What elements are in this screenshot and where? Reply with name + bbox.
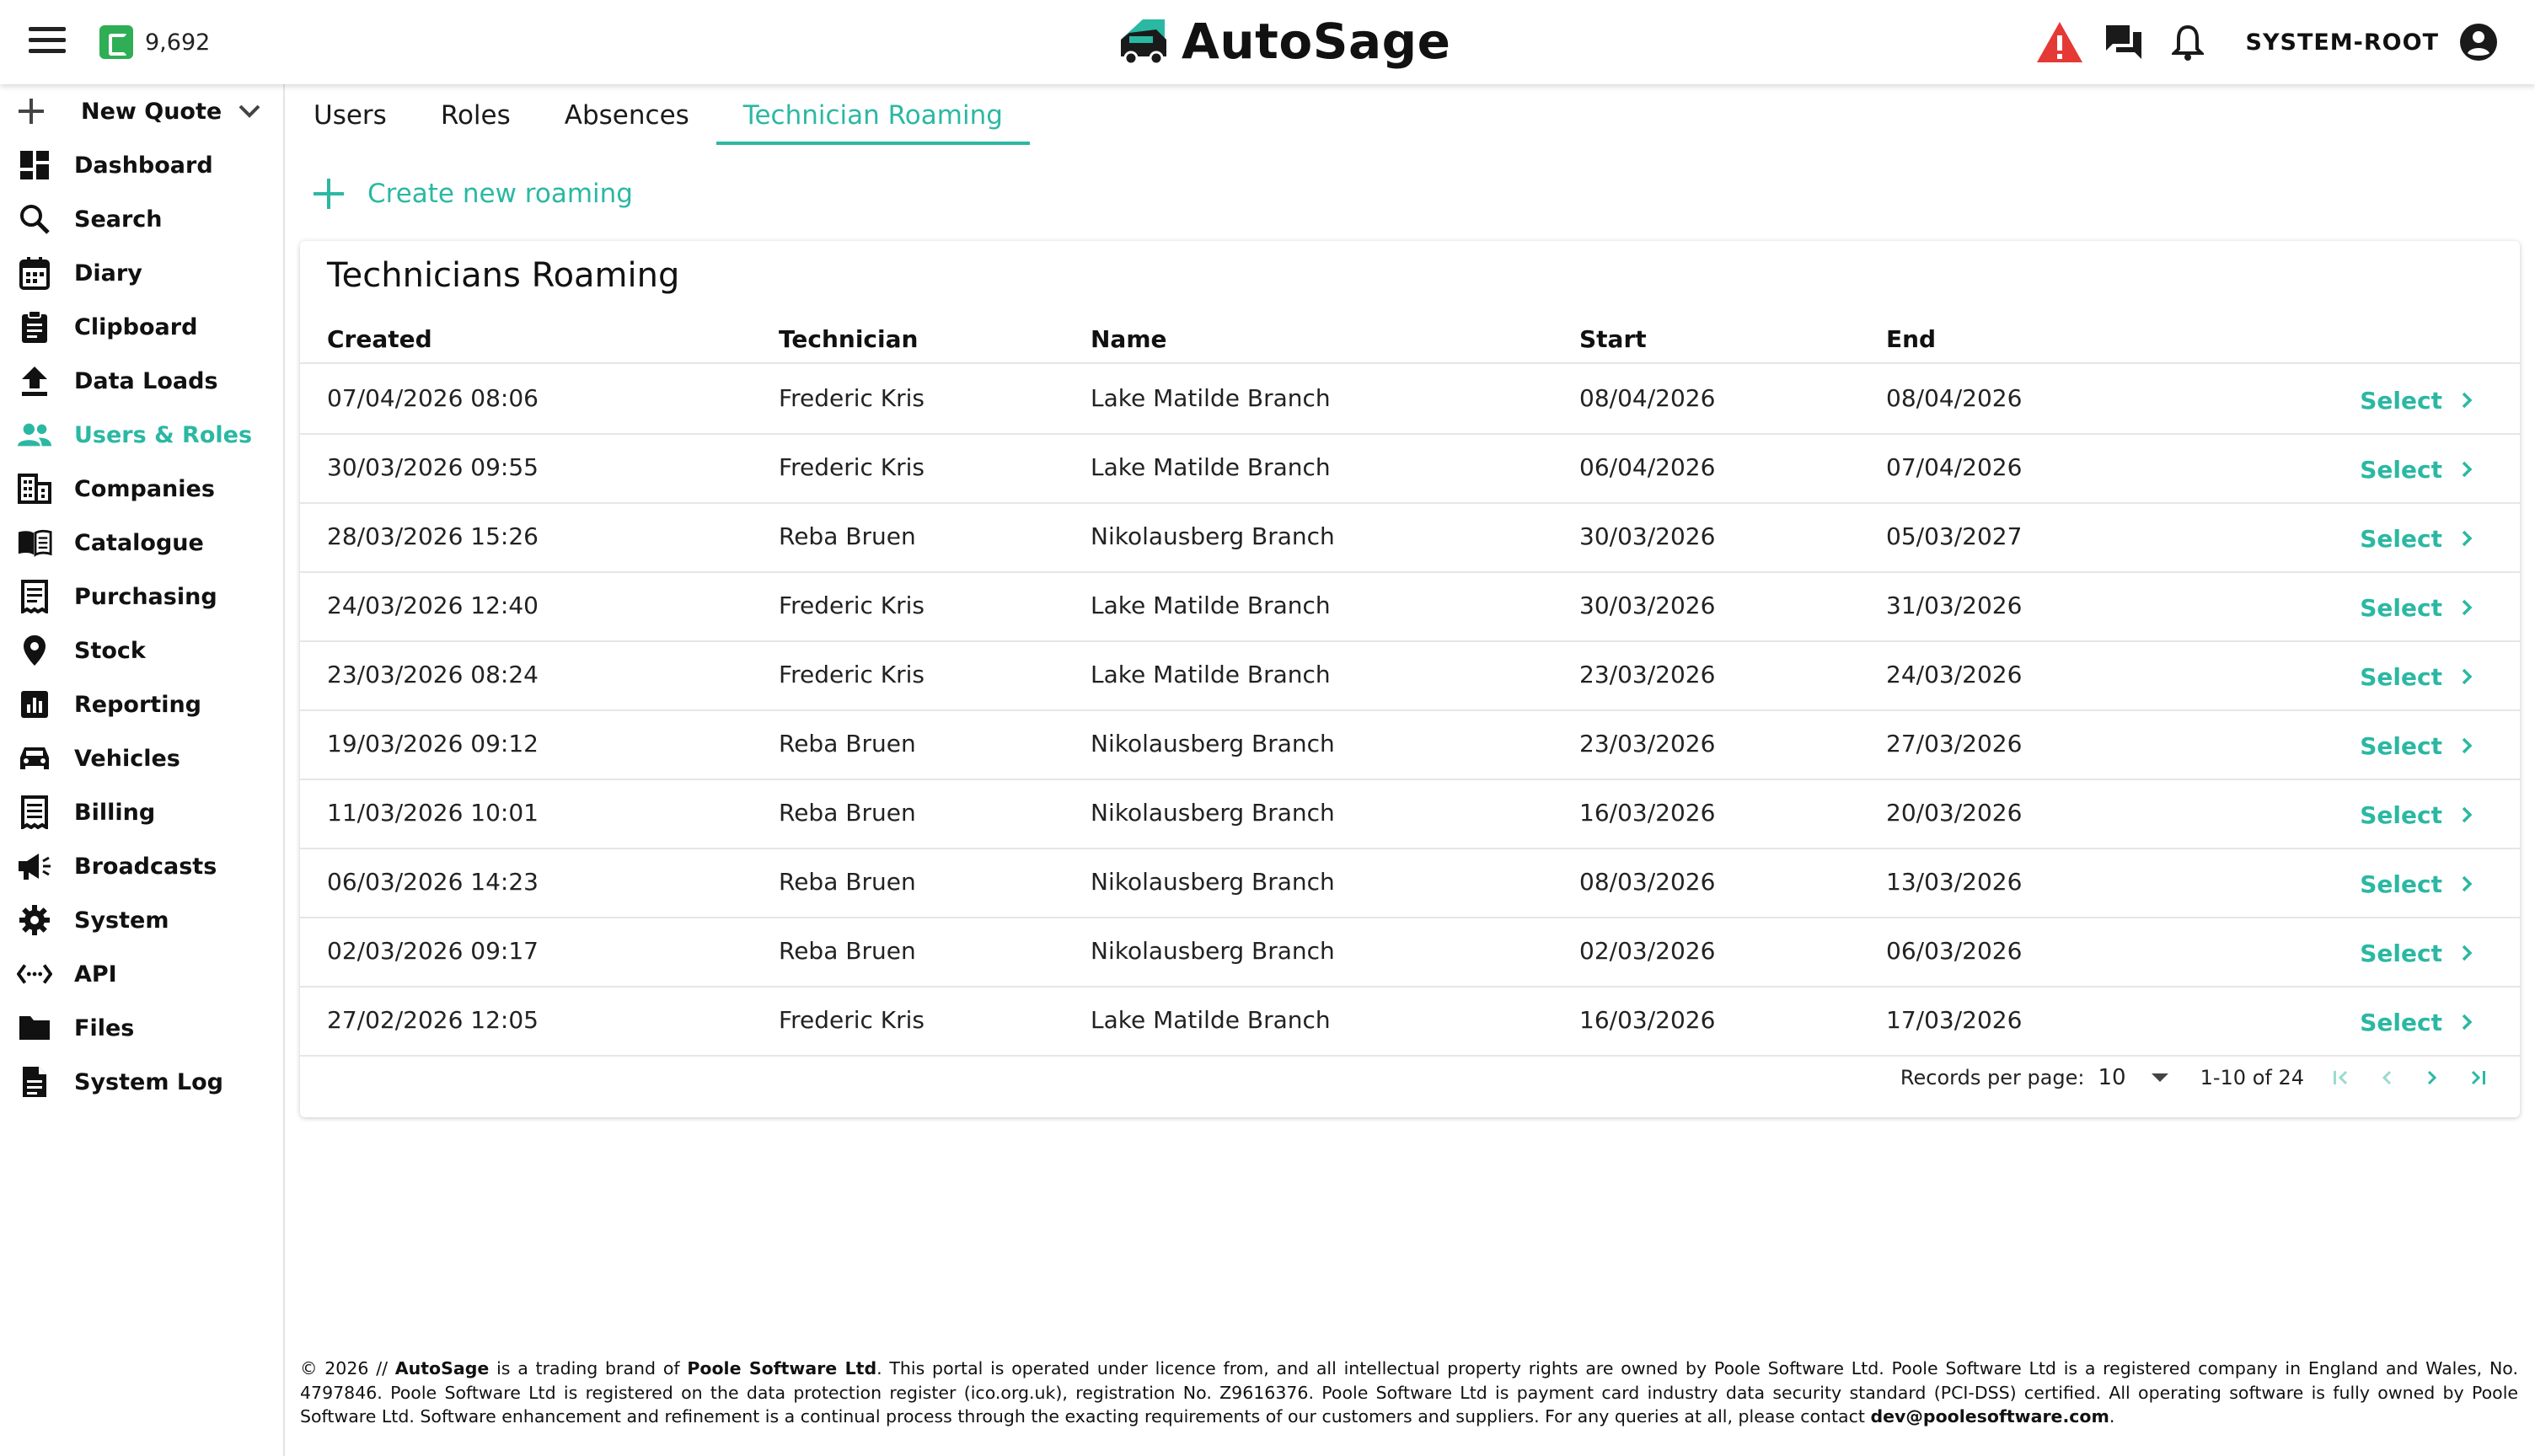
select-button[interactable]: [2360, 792, 2476, 838]
sidebar-item-clipboard[interactable]: [0, 302, 283, 352]
cell-name: Nikolausberg Branch: [1091, 522, 1335, 550]
credit-icon: [99, 25, 133, 59]
sidebar-item-broadcasts[interactable]: [0, 841, 283, 891]
search-icon: [17, 201, 52, 237]
cell-created: 02/03/2026 09:17: [327, 937, 539, 965]
select-button[interactable]: [2360, 930, 2476, 976]
chevron-right-icon: [2459, 874, 2476, 894]
brand-name: AutoSage: [1182, 13, 1451, 70]
footer-text: is a trading brand of: [489, 1358, 688, 1378]
sidebar-item-label: Data Loads: [74, 367, 218, 394]
sidebar-item-label: New Quote: [81, 98, 222, 125]
chevron-right-icon: [2459, 1012, 2476, 1032]
cell-start: 08/04/2026: [1579, 384, 1716, 412]
autosage-logo-icon: [1117, 14, 1170, 68]
cell-end: 05/03/2027: [1886, 522, 2023, 550]
chevron-right-icon: [2459, 597, 2476, 618]
account-circle-icon[interactable]: [2454, 18, 2503, 67]
sidebar-item-vehicles[interactable]: [0, 733, 283, 784]
sidebar-item-label: Dashboard: [74, 152, 213, 179]
pagination-range: 1-10 of 24: [2200, 1066, 2304, 1089]
cell-name: Lake Matilde Branch: [1091, 1006, 1331, 1034]
sidebar-item-stock[interactable]: [0, 625, 283, 676]
table-row[interactable]: [300, 642, 2520, 711]
cell-end: 24/03/2026: [1886, 661, 2023, 688]
chevron-right-icon: [2459, 736, 2476, 756]
upload-icon: [17, 363, 52, 399]
building-icon: [17, 471, 52, 506]
table-row[interactable]: [300, 780, 2520, 849]
megaphone-icon: [17, 848, 52, 884]
cell-technician: Reba Bruen: [779, 868, 916, 896]
caret-down-icon: [2152, 1073, 2168, 1082]
sidebar-item-label: Vehicles: [74, 745, 180, 772]
folder-icon: [17, 1010, 52, 1046]
footer-brand: AutoSage: [394, 1358, 490, 1378]
table-row[interactable]: [300, 918, 2520, 988]
cell-technician: Frederic Kris: [779, 661, 925, 688]
cell-created: 28/03/2026 15:26: [327, 522, 539, 550]
column-header-end[interactable]: End: [1886, 325, 1937, 353]
sidebar-item-api[interactable]: [0, 949, 283, 999]
sidebar-item-users-roles[interactable]: [0, 410, 283, 460]
sidebar-item-label: Clipboard: [74, 313, 198, 340]
table-row[interactable]: [300, 988, 2520, 1057]
select-button[interactable]: [2360, 999, 2476, 1045]
column-header-name[interactable]: Name: [1091, 325, 1167, 353]
calendar-icon: [17, 255, 52, 291]
cell-name: Lake Matilde Branch: [1091, 661, 1331, 688]
cell-name: Lake Matilde Branch: [1091, 453, 1331, 481]
select-label: Select: [2360, 1008, 2442, 1036]
cell-name: Nikolausberg Branch: [1091, 799, 1335, 827]
sidebar-item-label: System Log: [74, 1068, 223, 1095]
cell-technician: Reba Bruen: [779, 799, 916, 827]
cell-end: 06/03/2026: [1886, 937, 2023, 965]
select-button[interactable]: [2360, 654, 2476, 699]
sidebar-item-label: Broadcasts: [74, 853, 217, 880]
chevron-right-icon: [2459, 666, 2476, 687]
cell-created: 30/03/2026 09:55: [327, 453, 539, 481]
invoice-icon: [17, 795, 52, 830]
chevron-right-icon: [2459, 805, 2476, 825]
cell-start: 30/03/2026: [1579, 592, 1716, 619]
credit-balance[interactable]: [99, 24, 210, 61]
sidebar-item-dashboard[interactable]: [0, 140, 283, 190]
cell-created: 24/03/2026 12:40: [327, 592, 539, 619]
cell-technician: Reba Bruen: [779, 522, 916, 550]
top-header: [0, 0, 2535, 84]
cell-end: 07/04/2026: [1886, 453, 2023, 481]
sidebar-item-system-log[interactable]: [0, 1057, 283, 1107]
tab-technician-roaming[interactable]: Technician Roaming: [716, 86, 1030, 145]
table-row[interactable]: [300, 504, 2520, 573]
tab-absences[interactable]: Absences: [564, 100, 689, 131]
dashboard-icon: [17, 147, 52, 183]
people-icon: [17, 417, 52, 452]
last-page-icon[interactable]: [2466, 1066, 2489, 1089]
cell-created: 11/03/2026 10:01: [327, 799, 539, 827]
footer-text: © 2026 //: [300, 1358, 395, 1378]
column-header-created[interactable]: Created: [327, 325, 432, 353]
cell-name: Nikolausberg Branch: [1091, 868, 1335, 896]
table-row[interactable]: [300, 573, 2520, 642]
sidebar-item-label: Stock: [74, 637, 146, 664]
cell-end: 31/03/2026: [1886, 592, 2023, 619]
cell-name: Lake Matilde Branch: [1091, 384, 1331, 412]
footer-company: Poole Software Ltd: [687, 1358, 877, 1378]
sidebar-item-label: Search: [74, 206, 163, 233]
records-per-page-select[interactable]: [2098, 1065, 2168, 1090]
select-label: Select: [2360, 939, 2442, 967]
chevron-right-icon: [2459, 943, 2476, 963]
select-button[interactable]: [2360, 585, 2476, 630]
cell-end: 17/03/2026: [1886, 1006, 2023, 1034]
chevron-down-icon[interactable]: [238, 101, 261, 121]
sidebar-item-catalogue[interactable]: [0, 517, 283, 568]
footer-legal-text: [300, 1357, 2518, 1429]
cell-name: Lake Matilde Branch: [1091, 592, 1331, 619]
first-page-icon[interactable]: [2329, 1066, 2353, 1089]
receipt-icon: [17, 579, 52, 614]
table-title: Technicians Roaming: [327, 256, 680, 295]
tab-roles[interactable]: Roles: [440, 100, 511, 131]
sidebar-item-label: Diary: [74, 260, 142, 286]
user-label[interactable]: SYSTEM-ROOT: [2245, 29, 2439, 56]
sidebar-item-label: Catalogue: [74, 529, 204, 556]
select-button[interactable]: [2360, 447, 2476, 492]
select-button[interactable]: [2360, 723, 2476, 768]
cell-start: 16/03/2026: [1579, 799, 1716, 827]
select-button[interactable]: [2360, 516, 2476, 561]
location-pin-icon: [17, 633, 52, 668]
sidebar-item-label: System: [74, 907, 169, 934]
document-icon: [17, 1064, 52, 1100]
select-label: Select: [2360, 800, 2442, 829]
credit-value: 9,692: [145, 29, 211, 56]
next-page-icon[interactable]: [2420, 1066, 2444, 1089]
cell-created: 27/02/2026 12:05: [327, 1006, 539, 1034]
column-header-start[interactable]: Start: [1579, 325, 1647, 353]
table-header: [300, 317, 2520, 364]
cell-start: 23/03/2026: [1579, 730, 1716, 757]
sidebar-item-billing[interactable]: [0, 787, 283, 838]
select-label: Select: [2360, 455, 2442, 484]
table-row[interactable]: [300, 849, 2520, 918]
sidebar: [0, 84, 285, 1456]
create-roaming-label: Create new roaming: [367, 179, 633, 209]
records-per-page-label: Records per page:: [1900, 1066, 2085, 1089]
cell-start: 30/03/2026: [1579, 522, 1716, 550]
cell-created: 23/03/2026 08:24: [327, 661, 539, 688]
clipboard-icon: [17, 309, 52, 345]
cell-end: 27/03/2026: [1886, 730, 2023, 757]
select-button[interactable]: [2360, 861, 2476, 907]
cell-technician: Frederic Kris: [779, 592, 925, 619]
sidebar-item-data-loads[interactable]: [0, 356, 283, 406]
table-row[interactable]: [300, 366, 2520, 435]
select-label: Select: [2360, 662, 2442, 691]
sidebar-item-label: Purchasing: [74, 583, 217, 610]
sidebar-item-label: Users & Roles: [74, 421, 253, 448]
chevron-right-icon: [2459, 390, 2476, 410]
cell-technician: Frederic Kris: [779, 1006, 925, 1034]
cell-created: 19/03/2026 09:12: [327, 730, 539, 757]
brand-logo[interactable]: [1117, 7, 1451, 76]
roaming-table-card: [300, 241, 2520, 1117]
sidebar-item-purchasing[interactable]: [0, 571, 283, 622]
footer-text: . This portal is operated under licence from, and all intellectual property rights are owned by Poole Software Ltd. Poole Software Ltd is a registered company in England and Wales, No. 4797846. Poole Software Ltd is registered on the data protection register (ico.org.uk), registration No. Z9616376. Poole Software Ltd is payment card industry data security standard (PCI-DSS) certified. All operating software is fully owned by Poole Software Ltd. Software enhancement and refinement is a continual process through the exacting requirements of our customers and suppliers. For any queries at all, please contact: [300, 1358, 2518, 1427]
cell-technician: Reba Bruen: [779, 937, 916, 965]
bell-icon[interactable]: [2163, 18, 2212, 67]
chevron-right-icon: [2459, 528, 2476, 549]
warning-icon[interactable]: [2035, 18, 2084, 67]
sidebar-item-system[interactable]: [0, 895, 283, 945]
column-header-technician[interactable]: Technician: [779, 325, 919, 353]
footer-text: .: [2109, 1406, 2115, 1427]
select-label: Select: [2360, 524, 2442, 553]
plus-icon: [312, 177, 346, 211]
select-label: Select: [2360, 593, 2442, 622]
chart-icon: [17, 687, 52, 722]
sidebar-item-label: API: [74, 961, 117, 988]
table-row[interactable]: [300, 435, 2520, 504]
sidebar-new-quote[interactable]: [0, 86, 283, 136]
cell-created: 06/03/2026 14:23: [327, 868, 539, 896]
cell-end: 13/03/2026: [1886, 868, 2023, 896]
sidebar-item-label: Companies: [74, 475, 215, 502]
select-label: Select: [2360, 731, 2442, 760]
select-button[interactable]: [2360, 377, 2476, 423]
sidebar-item-reporting[interactable]: [0, 679, 283, 730]
prev-page-icon[interactable]: [2375, 1066, 2398, 1089]
sidebar-item-label: Reporting: [74, 691, 202, 718]
plus-icon: [13, 94, 49, 129]
cell-created: 07/04/2026 08:06: [327, 384, 539, 412]
footer-email-link[interactable]: dev@poolesoftware.com: [1870, 1406, 2109, 1427]
cell-name: Nikolausberg Branch: [1091, 937, 1335, 965]
cell-end: 08/04/2026: [1886, 384, 2023, 412]
cell-start: 08/03/2026: [1579, 868, 1716, 896]
cell-technician: Frederic Kris: [779, 453, 925, 481]
cell-start: 06/04/2026: [1579, 453, 1716, 481]
cell-end: 20/03/2026: [1886, 799, 2023, 827]
cell-start: 02/03/2026: [1579, 937, 1716, 965]
records-per-page-value: 10: [2098, 1065, 2126, 1090]
sidebar-item-search[interactable]: [0, 194, 283, 244]
sidebar-item-label: Billing: [74, 799, 156, 826]
table-row[interactable]: [300, 711, 2520, 780]
sidebar-item-companies[interactable]: [0, 463, 283, 514]
cell-start: 16/03/2026: [1579, 1006, 1716, 1034]
sidebar-item-files[interactable]: [0, 1003, 283, 1053]
cell-name: Nikolausberg Branch: [1091, 730, 1335, 757]
car-icon: [17, 741, 52, 776]
select-label: Select: [2360, 870, 2442, 898]
cell-technician: Reba Bruen: [779, 730, 916, 757]
book-icon: [17, 525, 52, 560]
tab-bar: [287, 86, 1030, 145]
pagination: [1900, 1055, 2489, 1100]
chat-icon[interactable]: [2099, 18, 2148, 67]
gear-icon: [17, 902, 52, 938]
chevron-right-icon: [2459, 459, 2476, 479]
menu-icon[interactable]: [29, 27, 66, 57]
sidebar-item-diary[interactable]: [0, 248, 283, 298]
sidebar-item-label: Files: [74, 1014, 135, 1041]
cell-start: 23/03/2026: [1579, 661, 1716, 688]
cell-technician: Frederic Kris: [779, 384, 925, 412]
select-label: Select: [2360, 386, 2442, 415]
tab-users[interactable]: Users: [314, 100, 387, 131]
code-icon: [17, 956, 52, 992]
create-roaming-button[interactable]: [312, 169, 633, 219]
